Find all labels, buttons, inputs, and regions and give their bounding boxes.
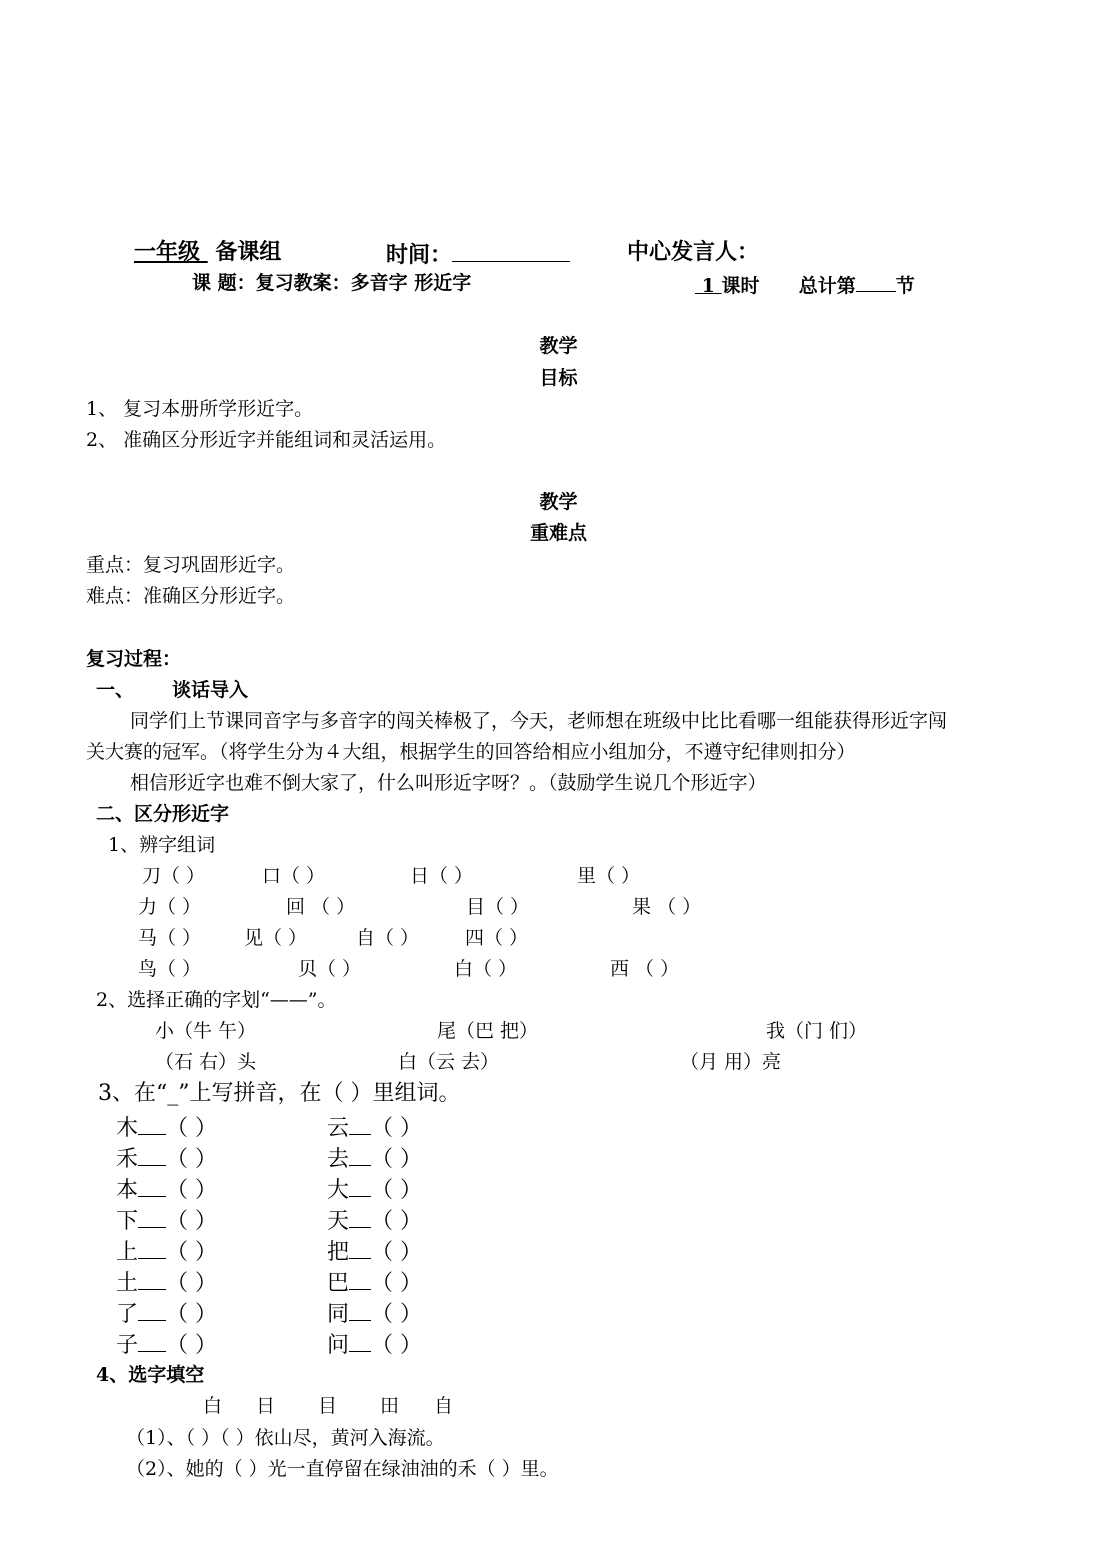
word-cell: 口（ ） [262,865,326,887]
word-cell: 回 （ ） [286,896,356,918]
choice-char: 田 [380,1395,400,1417]
objectives-heading-2: 目标 [539,367,578,389]
pinyin-item: 了 （ ） [116,1298,217,1329]
choice-cell: 白（云 去） [398,1051,500,1073]
part1-title: 谈话导入 [172,679,249,701]
word-cell: 马（ ） [138,927,202,949]
grade-group [134,239,281,267]
total-blank [856,272,896,292]
group-label: 备课组 [215,239,282,265]
choice-cell: （石 右）头 [155,1051,257,1073]
pinyin-item: 同 （ ） [327,1298,422,1329]
word-cell: 鸟（ ） [138,958,202,980]
exercise1-title: 1、辨字组词 [108,834,216,856]
word-cell: 见（ ） [244,927,308,949]
part1-paragraph-line: 同学们上节课同音字与多音字的闯关棒极了，今天，老师想在班级中比比看哪一组能获得形近字闯 [130,710,948,732]
period-number: 1 [701,275,715,297]
time-field [386,239,570,270]
word-cell: 里（ ） [577,865,641,887]
choice-char: 白 [203,1395,223,1417]
pinyin-item: 子 （ ） [116,1329,217,1360]
speaker-label: 中心发言人： [627,239,760,265]
pinyin-item: 土 （ ） [116,1267,217,1298]
word-cell: 刀（ ） [142,865,206,887]
word-cell: 日（ ） [410,865,474,887]
exercise3-title: 3、在“_”上写拼音，在（ ）里组词。 [98,1081,461,1106]
exercise4-title: 4、选字填空 [96,1364,205,1386]
choice-cell: 小（牛 午） [155,1020,257,1042]
choice-cell: 尾（巴 把） [437,1020,539,1042]
part2-title: 二、区分形近字 [96,803,230,825]
pinyin-item: 天 （ ） [327,1205,422,1236]
pinyin-item: 把 （ ） [327,1236,422,1267]
period-info [695,272,915,299]
keypoints-heading-2: 重难点 [529,522,587,544]
topic: 课 题：复习教案：多音字 形近字 [192,272,472,294]
word-cell: 西 （ ） [610,958,680,980]
word-cell: 贝（ ） [298,958,362,980]
pinyin-item: 禾 （ ） [116,1143,217,1174]
grade-label: 一年级 [134,239,201,265]
word-cell: 目（ ） [466,896,530,918]
process-title: 复习过程： [86,648,182,670]
section-label: 节 [895,275,915,297]
pinyin-item: 大 （ ） [327,1174,422,1205]
objectives-heading-1: 教学 [539,335,578,357]
time-blank [452,239,570,262]
keypoint-item: 重点：复习巩固形近字。 [86,554,296,576]
word-cell: 力（ ） [138,896,202,918]
choice-char: 日 [256,1395,276,1417]
pinyin-item: 问 （ ） [327,1329,422,1360]
word-cell: 果 （ ） [632,896,702,918]
pinyin-item: 下 （ ） [116,1205,217,1236]
time-label: 时间： [386,242,453,268]
choice-char: 目 [318,1395,338,1417]
word-cell: 四（ ） [465,927,529,949]
word-cell: 自（ ） [356,927,420,949]
fill-question: （1）、（ ）（ ）依山尽，黄河入海流。 [126,1427,445,1449]
part1-paragraph-line: 关大赛的冠军。（将学生分为４大组，根据学生的回答给相应小组加分，不遵守纪律则扣分） [86,741,856,763]
pinyin-item: 上 （ ） [116,1236,217,1267]
choice-char: 自 [434,1395,454,1417]
choice-cell: 我（门 们） [766,1020,868,1042]
pinyin-item: 云 （ ） [327,1112,422,1143]
objective-item: 2、 准确区分形近字并能组词和灵活运用。 [86,429,447,451]
pinyin-item: 木 （ ） [116,1112,217,1143]
part1-number: 一、 [96,679,135,701]
objective-item: 1、 复习本册所学形近字。 [86,398,314,420]
period-label: 课时 [721,275,760,297]
pinyin-item: 本 （ ） [116,1174,217,1205]
choice-cell: （月 用）亮 [680,1051,782,1073]
pinyin-item: 巴 （ ） [327,1267,422,1298]
keypoints-heading-1: 教学 [539,491,578,513]
exercise2-title: 2、选择正确的字划“——”。 [96,989,337,1011]
total-label: 总计第 [798,275,856,297]
keypoint-item: 难点：准确区分形近字。 [86,585,296,607]
part1-paragraph-2: 相信形近字也难不倒大家了，什么叫形近字呀？。（鼓励学生说几个形近字） [130,772,767,794]
word-cell: 白（ ） [454,958,518,980]
pinyin-item: 去 （ ） [327,1143,422,1174]
fill-question: （2）、她的（ ）光一直停留在绿油油的禾（ ）里。 [126,1458,559,1480]
